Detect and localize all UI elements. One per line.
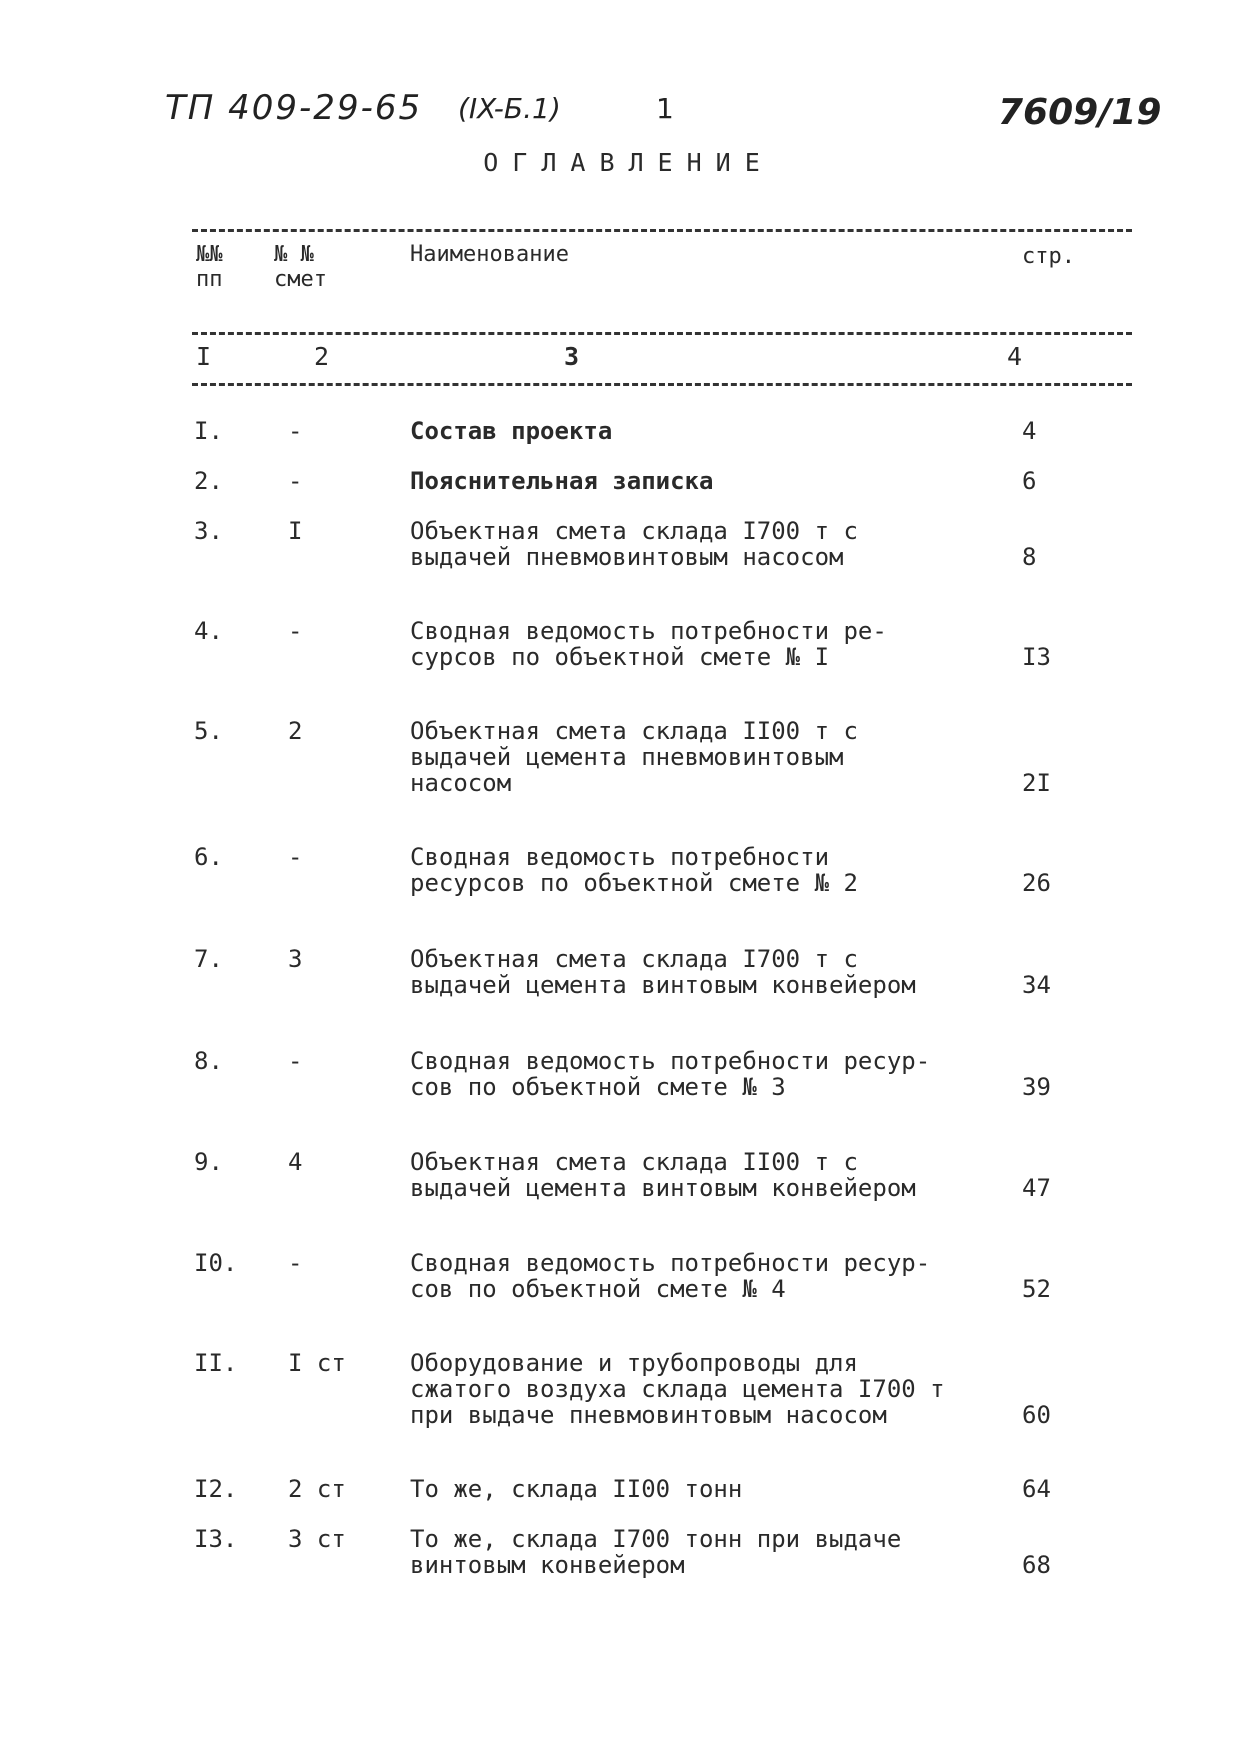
column-number-2: 2 bbox=[314, 342, 330, 371]
column-number-1: I bbox=[196, 342, 212, 371]
row-smeta: 3 bbox=[288, 945, 303, 973]
row-number: II. bbox=[194, 1349, 238, 1377]
row-smeta: - bbox=[288, 417, 303, 445]
row-name: Состав проекта bbox=[410, 417, 613, 445]
column-number-4: 4 bbox=[1007, 342, 1023, 371]
row-smeta: - bbox=[288, 467, 303, 495]
document-variant: (IX-Б.1) bbox=[458, 92, 561, 125]
row-number: 4. bbox=[194, 617, 223, 645]
row-smeta: - bbox=[288, 843, 303, 871]
page-number: 1 bbox=[656, 92, 674, 125]
table-header-rule bbox=[192, 332, 1132, 335]
row-smeta: - bbox=[288, 1249, 303, 1277]
row-name: То же, склада II00 тонн bbox=[410, 1475, 743, 1503]
document-code: ТП 409-29-65 bbox=[165, 88, 423, 128]
row-smeta: 2 bbox=[288, 717, 303, 745]
row-number: I3. bbox=[194, 1525, 238, 1553]
row-name: Оборудование и трубопроводы для сжатого воздуха склада цемента I700 т при выдаче пневмовинтовым насосом bbox=[410, 1349, 945, 1429]
row-page: I3 bbox=[1022, 643, 1051, 671]
row-number: 5. bbox=[194, 717, 223, 745]
row-page: 60 bbox=[1022, 1401, 1051, 1429]
row-number: 7. bbox=[194, 945, 223, 973]
row-name: Сводная ведомость потребности ресур- сов по объектной смете № 4 bbox=[410, 1249, 931, 1303]
row-smeta: 2 ст bbox=[288, 1475, 346, 1503]
row-name: Объектная смета склада II00 т с выдачей цемента винтовым конвейером bbox=[410, 1148, 916, 1202]
column-number-3: 3 bbox=[564, 342, 580, 371]
row-number: 2. bbox=[194, 467, 223, 495]
row-page: 39 bbox=[1022, 1073, 1051, 1101]
row-name: Пояснительная записка bbox=[410, 467, 714, 495]
row-smeta: - bbox=[288, 617, 303, 645]
row-number: I2. bbox=[194, 1475, 238, 1503]
row-page: 68 bbox=[1022, 1551, 1051, 1579]
row-number: 3. bbox=[194, 517, 223, 545]
table-top-rule bbox=[192, 229, 1132, 232]
row-number: 6. bbox=[194, 843, 223, 871]
row-smeta: I bbox=[288, 517, 303, 545]
row-number: 8. bbox=[194, 1047, 223, 1075]
row-name: То же, склада I700 тонн при выдаче винтовым конвейером bbox=[410, 1525, 902, 1579]
row-number: 9. bbox=[194, 1148, 223, 1176]
column-header-page: стр. bbox=[1022, 244, 1075, 269]
row-smeta: 4 bbox=[288, 1148, 303, 1176]
row-number: I. bbox=[194, 417, 223, 445]
column-header-number: №№ пп bbox=[196, 242, 223, 292]
row-smeta: I ст bbox=[288, 1349, 346, 1377]
row-number: I0. bbox=[194, 1249, 238, 1277]
row-name: Сводная ведомость потребности ресурсов по объектной смете № 2 bbox=[410, 843, 858, 897]
row-smeta: 3 ст bbox=[288, 1525, 346, 1553]
row-name: Объектная смета склада I700 т с выдачей цемента винтовым конвейером bbox=[410, 945, 916, 999]
row-page: 64 bbox=[1022, 1475, 1051, 1503]
row-page: 8 bbox=[1022, 543, 1037, 571]
row-page: 47 bbox=[1022, 1174, 1051, 1202]
row-page: 52 bbox=[1022, 1275, 1051, 1303]
table-numbers-rule bbox=[192, 383, 1132, 386]
row-smeta: - bbox=[288, 1047, 303, 1075]
row-page: 6 bbox=[1022, 467, 1037, 495]
row-name: Сводная ведомость потребности ресур- сов по объектной смете № 3 bbox=[410, 1047, 931, 1101]
page-title: ОГЛАВЛЕНИЕ bbox=[483, 148, 774, 177]
row-page: 2I bbox=[1022, 769, 1051, 797]
row-name: Сводная ведомость потребности ре- сурсов по объектной смете № I bbox=[410, 617, 887, 671]
column-header-name: Наименование bbox=[410, 242, 569, 267]
row-page: 34 bbox=[1022, 971, 1051, 999]
row-name: Объектная смета склада I700 т с выдачей пневмовинтовым насосом bbox=[410, 517, 858, 571]
column-header-smeta: № № смет bbox=[274, 242, 327, 292]
row-name: Объектная смета склада II00 т с выдачей цемента пневмовинтовым насосом bbox=[410, 717, 858, 797]
row-page: 4 bbox=[1022, 417, 1037, 445]
row-page: 26 bbox=[1022, 869, 1051, 897]
archive-number: 7609/19 bbox=[998, 92, 1162, 133]
